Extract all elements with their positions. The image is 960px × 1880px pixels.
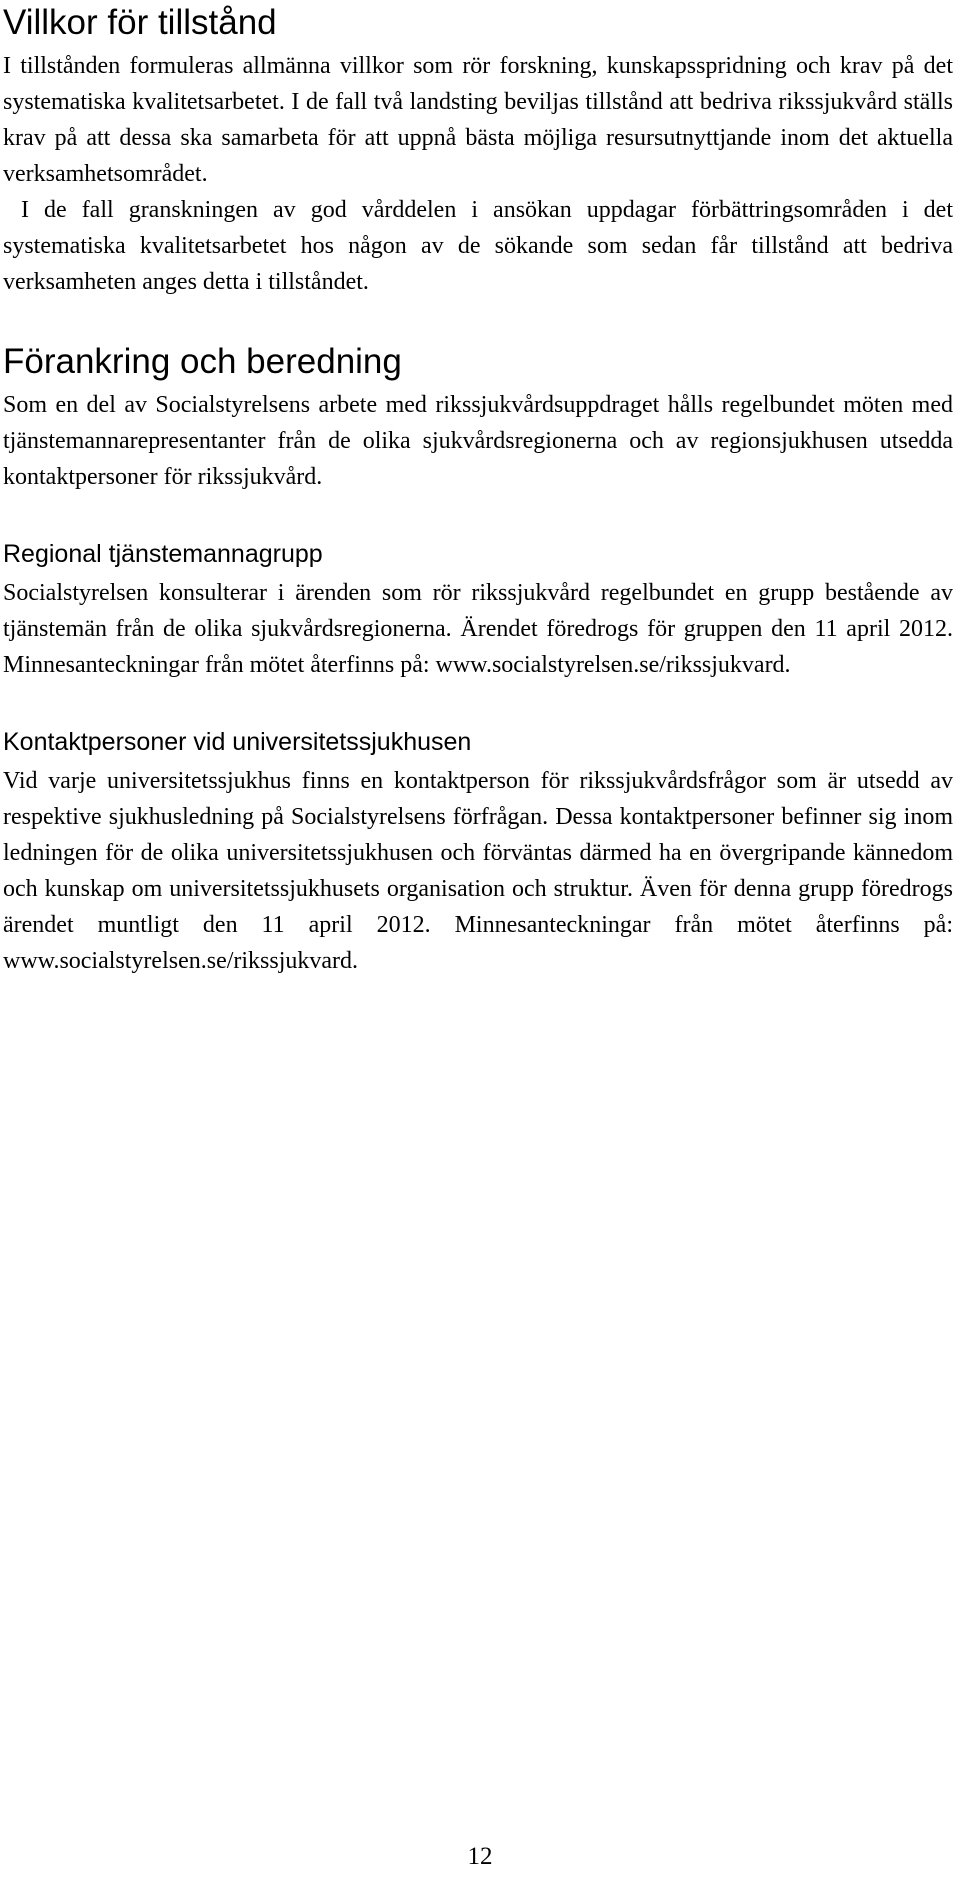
page-number: 12 [467,1843,493,1870]
paragraph-forankring-1: Som en del av Socialstyrelsens arbete med rikssjukvårdsuppdraget hålls regelbundet möten med tjänstemannarepresentanter från de olika sjukvårdsregionerna och av regionsjukhusen utsedda kontaktpersoner för rikssjukvård. [3,392,953,490]
heading-villkor-for-tillstand: Villkor för tillstånd [3,3,277,42]
heading-forankring-och-beredning: Förankring och beredning [3,342,402,381]
document-page [3,0,953,979]
paragraph-regional-1: Socialstyrelsen konsulterar i ärenden som rör rikssjukvård regelbundet en grupp bestående av tjänstemän från de olika sjukvårdsregionerna. Ärendet föredrogs för gruppen den 11 april 2012. Minnesanteckningar från mötet återfinns på: www.socialstyrelsen.se/rikssjukvard. [3,580,953,678]
paragraph-kontakt-1: Vid varje universitetssjukhus finns en kontaktperson för rikssjukvårdsfrågor som är utsedd av respektive sjukhusledning på Socialstyrelsens förfrågan. Dessa kontaktpersoner befinner sig inom ledningen för de olika universitetssjukhusen och förväntas därmed ha en övergripande kännedom och kunskap om universitetssjukhusets organisation och struktur. Även för denna grupp föredrogs ärendet muntligt den 11 april 2012. Minnesanteckningar från mötet återfinns på: www.socialstyrelsen.se/rikssjukvard. [3,768,953,974]
heading-regional-tjanstemannagrupp: Regional tjänstemannagrupp [3,540,323,568]
paragraph-villkor-2: I de fall granskningen av god vårddelen i ansökan uppdagar förbättringsområden i det systematiska kvalitetsarbetet hos någon av de sökande som sedan får tillstånd att bedriva verksamheten anges detta i tillståndet. [3,197,953,295]
heading-kontaktpersoner: Kontaktpersoner vid universitetssjukhusen [3,728,472,756]
paragraph-villkor-1: I tillstånden formuleras allmänna villkor som rör forskning, kunskapsspridning och krav på det systematiska kvalitetsarbetet. I de fall två landsting beviljas tillstånd att bedriva rikssjukvård ställs krav på att dessa ska samarbeta för att uppnå bästa möjliga resursutnyttjande inom det aktuella verksamhetsområdet. [3,53,953,187]
